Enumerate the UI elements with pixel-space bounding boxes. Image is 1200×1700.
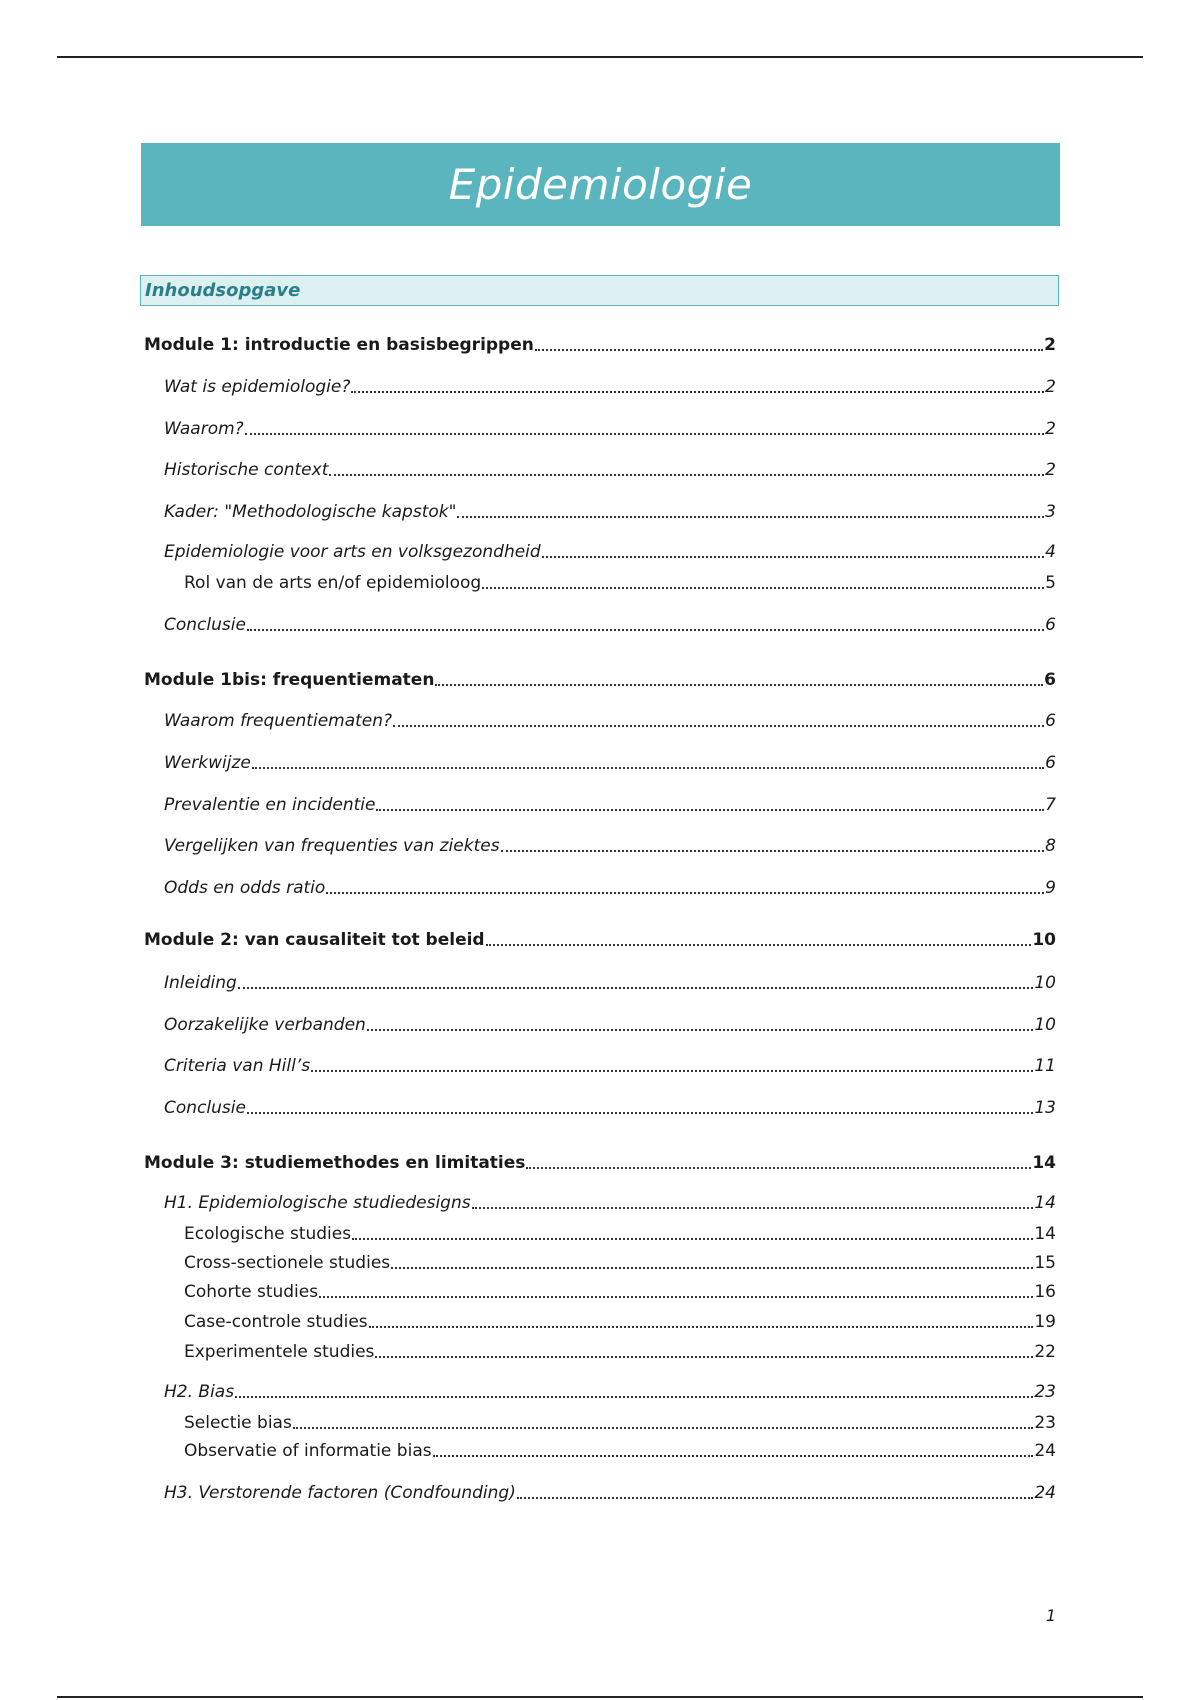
toc-entry-label[interactable]: Cohorte studies [184, 1282, 319, 1302]
toc-entry-page[interactable]: 10 [1034, 1015, 1056, 1035]
toc-entry-page[interactable]: 6 [1045, 615, 1056, 635]
toc-leader-dots [369, 1326, 1034, 1328]
toc-entry-label[interactable]: Module 1: introductie en basisbegrippen [144, 335, 534, 355]
toc-entry-label[interactable]: Conclusie [164, 1098, 246, 1118]
toc-entry-label[interactable]: Epidemiologie voor arts en volksgezondheid [164, 542, 541, 562]
toc-leader-dots [433, 1455, 1034, 1457]
toc-entry-page[interactable]: 19 [1034, 1312, 1056, 1332]
toc-entry-label[interactable]: Module 2: van causaliteit tot beleid [144, 930, 485, 950]
toc-leader-dots [252, 767, 1044, 769]
toc-entry[interactable] [164, 1014, 1056, 1036]
toc-leader-dots [517, 1497, 1034, 1499]
toc-entry-label[interactable]: Wat is epidemiologie? [164, 377, 351, 397]
header-rule [57, 56, 1143, 58]
toc-entry[interactable] [164, 418, 1056, 440]
toc-entry-label[interactable]: Observatie of informatie bias [184, 1441, 432, 1461]
toc-entry[interactable] [164, 752, 1056, 774]
toc-entry-page[interactable]: 11 [1034, 1056, 1056, 1076]
toc-entry[interactable] [144, 1152, 1056, 1174]
toc-entry-label[interactable]: Odds en odds ratio [164, 878, 326, 898]
page-number: 1 [1045, 1606, 1056, 1625]
title-banner [141, 143, 1060, 226]
toc-entry-page[interactable]: 2 [1045, 377, 1056, 397]
toc-entry-label[interactable]: Experimentele studies [184, 1342, 375, 1362]
toc-leader-dots [391, 1267, 1033, 1269]
toc-entry[interactable] [164, 835, 1056, 857]
toc-leader-dots [293, 1427, 1034, 1429]
toc-entry-label[interactable]: Criteria van Hill’s [164, 1056, 311, 1076]
toc-entry-label[interactable]: Module 3: studiemethodes en limitaties [144, 1153, 526, 1173]
toc-entry[interactable] [184, 572, 1056, 594]
toc-leader-dots [238, 987, 1034, 989]
toc-entry-page[interactable]: 15 [1034, 1253, 1056, 1273]
toc-entry-label[interactable]: Module 1bis: frequentiematen [144, 670, 435, 690]
toc-entry-page[interactable]: 8 [1045, 836, 1056, 856]
toc-leader-dots [393, 725, 1044, 727]
toc-heading [140, 275, 1059, 306]
toc-entry[interactable] [184, 1311, 1056, 1333]
toc-entry-label[interactable]: H1. Epidemiologische studiedesigns [164, 1193, 471, 1213]
toc-entry-page[interactable]: 4 [1045, 542, 1056, 562]
toc-entry[interactable] [164, 376, 1056, 398]
toc-leader-dots [319, 1296, 1033, 1298]
toc-leader-dots [457, 516, 1044, 518]
toc-entry-label[interactable]: Historische context [164, 460, 329, 480]
toc-entry-label[interactable]: Rol van de arts en/of epidemioloog [184, 573, 482, 593]
toc-entry-page[interactable]: 24 [1034, 1483, 1056, 1503]
toc-entry[interactable] [184, 1252, 1056, 1274]
toc-entry-page[interactable]: 6 [1045, 753, 1056, 773]
toc-entry[interactable] [164, 794, 1056, 816]
toc-entry-page[interactable]: 3 [1045, 502, 1056, 522]
toc-entry-label[interactable]: Conclusie [164, 615, 246, 635]
toc-entry[interactable] [144, 669, 1056, 691]
toc-entry-page[interactable]: 14 [1034, 1193, 1056, 1213]
toc-entry-label[interactable]: Vergelijken van frequenties van ziektes [164, 836, 500, 856]
toc-heading-label: Inhoudsopgave [145, 280, 301, 301]
toc-entry-page[interactable]: 2 [1045, 460, 1056, 480]
toc-entry-page[interactable]: 14 [1032, 1153, 1056, 1173]
toc-leader-dots [367, 1029, 1034, 1031]
toc-entry[interactable] [164, 614, 1056, 636]
toc-entry-page[interactable]: 10 [1034, 973, 1056, 993]
toc-entry[interactable] [164, 1055, 1056, 1077]
toc-leader-dots [535, 349, 1043, 351]
toc-entry-page[interactable]: 10 [1032, 930, 1056, 950]
toc-entry[interactable] [164, 1381, 1056, 1403]
toc-entry-page[interactable]: 16 [1034, 1282, 1056, 1302]
toc-leader-dots [482, 587, 1044, 589]
toc-entry[interactable] [144, 929, 1056, 951]
toc-entry[interactable] [164, 1192, 1056, 1214]
toc-entry-label[interactable]: Waarom frequentiematen? [164, 711, 393, 731]
toc-entry[interactable] [184, 1281, 1056, 1303]
footer-rule [57, 1696, 1143, 1698]
toc-entry-page[interactable]: 2 [1045, 419, 1056, 439]
toc-entry-label[interactable]: Waarom? [164, 419, 244, 439]
toc-leader-dots [235, 1396, 1033, 1398]
toc-entry-label[interactable]: Kader: "Methodologische kapstok" [164, 502, 457, 522]
toc-entry[interactable] [184, 1223, 1056, 1245]
toc-leader-dots [311, 1070, 1033, 1072]
toc-entry-label[interactable]: H2. Bias [164, 1382, 235, 1402]
toc-entry-page[interactable]: 5 [1045, 573, 1056, 593]
toc-entry-page[interactable]: 7 [1045, 795, 1056, 815]
toc-leader-dots [542, 556, 1044, 558]
toc-entry[interactable] [164, 1482, 1056, 1504]
toc-entry[interactable] [184, 1341, 1056, 1363]
toc-entry-page[interactable]: 23 [1034, 1382, 1056, 1402]
toc-entry-page[interactable]: 13 [1034, 1098, 1056, 1118]
toc-leader-dots [351, 391, 1044, 393]
toc-entry[interactable] [144, 334, 1056, 356]
toc-entry[interactable] [164, 877, 1056, 899]
toc-entry-page[interactable]: 6 [1045, 711, 1056, 731]
toc-entry-label[interactable]: Selectie bias [184, 1413, 292, 1433]
toc-entry[interactable] [164, 972, 1056, 994]
toc-leader-dots [329, 474, 1044, 476]
toc-leader-dots [352, 1238, 1033, 1240]
toc-entry-page[interactable]: 24 [1034, 1441, 1056, 1461]
toc-entry-label[interactable]: Ecologische studies [184, 1224, 352, 1244]
toc-entry[interactable] [164, 459, 1056, 481]
toc-entry[interactable] [184, 1440, 1056, 1462]
toc-entry-page[interactable]: 23 [1034, 1413, 1056, 1433]
toc-entry[interactable] [184, 1412, 1056, 1434]
toc-leader-dots [486, 944, 1032, 946]
toc-entry[interactable] [164, 501, 1056, 523]
toc-entry-page[interactable]: 9 [1045, 878, 1056, 898]
toc-entry-page[interactable]: 2 [1044, 335, 1056, 355]
toc-entry[interactable] [164, 1097, 1056, 1119]
toc-leader-dots [326, 892, 1044, 894]
toc-leader-dots [501, 850, 1045, 852]
toc-entry-label[interactable]: H3. Verstorende factoren (Condfounding) [164, 1483, 516, 1503]
toc-entry-label[interactable]: Oorzakelijke verbanden [164, 1015, 366, 1035]
toc-entry-label[interactable]: Werkwijze [164, 753, 251, 773]
toc-entry-page[interactable]: 22 [1034, 1342, 1056, 1362]
toc-leader-dots [247, 1112, 1033, 1114]
toc-leader-dots [247, 629, 1044, 631]
toc-leader-dots [472, 1207, 1034, 1209]
toc-entry[interactable] [164, 710, 1056, 732]
toc-entry-page[interactable]: 14 [1034, 1224, 1056, 1244]
toc-entry-label[interactable]: Prevalentie en incidentie [164, 795, 376, 815]
toc-leader-dots [526, 1167, 1031, 1169]
toc-leader-dots [376, 809, 1044, 811]
document-title: Epidemiologie [448, 160, 753, 209]
toc-leader-dots [245, 433, 1044, 435]
toc-entry-page[interactable]: 6 [1044, 670, 1056, 690]
toc-entry-label[interactable]: Inleiding [164, 973, 237, 993]
toc-leader-dots [435, 684, 1043, 686]
toc-entry-label[interactable]: Case-controle studies [184, 1312, 368, 1332]
toc-entry-label[interactable]: Cross-sectionele studies [184, 1253, 391, 1273]
toc-entry[interactable] [164, 541, 1056, 563]
toc-leader-dots [375, 1356, 1033, 1358]
